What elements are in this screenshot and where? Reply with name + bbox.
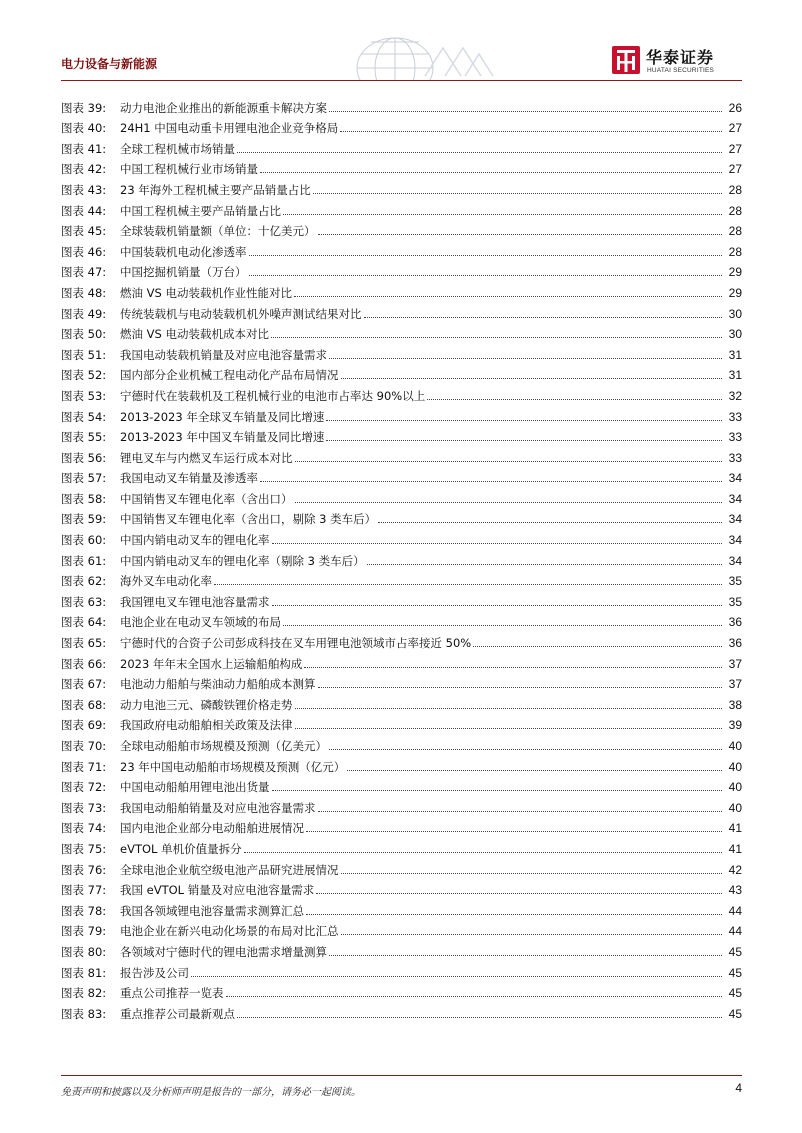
toc-entry-title: 23 年海外工程机械主要产品销量占比 xyxy=(120,182,311,197)
toc-entry-label: 图表 64: xyxy=(61,615,107,630)
toc-entry-page: 40 xyxy=(728,759,742,774)
toc-entry[interactable] xyxy=(61,197,742,218)
toc-entry-title: 我国政府电动船舶相关政策及法律 xyxy=(120,718,293,733)
toc-entry-label: 图表 68: xyxy=(61,697,107,712)
toc-entry-title: 重点推荐公司最新观点 xyxy=(120,1006,235,1021)
toc-entry[interactable] xyxy=(61,568,742,589)
toc-entry-page: 34 xyxy=(728,512,742,527)
toc-dot-leader xyxy=(295,708,723,709)
toc-entry-title: 电池动力船舶与柴油动力船舶成本测算 xyxy=(120,677,316,692)
toc-entry-label: 图表 43: xyxy=(61,182,107,197)
toc-dot-leader xyxy=(341,873,723,874)
toc-dot-leader xyxy=(318,687,723,688)
toc-entry[interactable] xyxy=(61,959,742,980)
toc-entry-title: 我国电动叉车销量及渗透率 xyxy=(120,471,258,486)
toc-entry-title: 中国挖掘机销量（万台） xyxy=(120,265,247,280)
toc-entry-label: 图表 55: xyxy=(61,430,107,445)
toc-dot-leader xyxy=(427,399,722,400)
toc-dot-leader xyxy=(271,337,722,338)
toc-entry-title: 中国销售叉车锂电化率（含出口，剔除 3 类车后） xyxy=(120,512,377,527)
toc-entry[interactable] xyxy=(61,835,742,856)
toc-entry[interactable] xyxy=(61,732,742,753)
toc-entry[interactable] xyxy=(61,238,742,259)
toc-entry-page: 45 xyxy=(728,965,742,980)
toc-entry-page: 45 xyxy=(728,944,742,959)
toc-entry-title: 国内电池企业部分电动船舶进展情况 xyxy=(120,821,304,836)
toc-dot-leader xyxy=(364,317,723,318)
toc-dot-leader xyxy=(226,996,723,997)
toc-entry-title: 燃油 VS 电动装载机成本对比 xyxy=(120,327,269,342)
toc-entry[interactable] xyxy=(61,115,742,136)
toc-entry-page: 31 xyxy=(728,368,742,383)
toc-entry-page: 42 xyxy=(728,862,742,877)
toc-entry[interactable] xyxy=(61,506,742,527)
toc-dot-leader xyxy=(249,255,723,256)
toc-entry-title: 宁德时代的合资子公司彭成科技在叉车用锂电池领域市占率接近 50% xyxy=(120,636,472,651)
toc-dot-leader xyxy=(272,543,723,544)
toc-entry-title: 我国电动装载机销量及对应电池容量需求 xyxy=(120,347,327,362)
toc-entry-label: 图表 60: xyxy=(61,533,107,548)
toc-entry-page: 28 xyxy=(728,182,742,197)
huatai-logo-mark-icon xyxy=(610,44,642,76)
toc-entry[interactable] xyxy=(61,485,742,506)
toc-entry-label: 图表 79: xyxy=(61,924,107,939)
toc-entry-label: 图表 56: xyxy=(61,450,107,465)
toc-entry-title: 我国锂电叉车锂电池容量需求 xyxy=(120,594,270,609)
toc-entry-page: 40 xyxy=(728,800,742,815)
toc-entry-title: 中国装载机电动化渗透率 xyxy=(120,244,247,259)
huatai-logo xyxy=(610,44,750,78)
toc-dot-leader xyxy=(329,955,722,956)
toc-entry-title: 宁德时代在装载机及工程机械行业的电池市占率达 90%以上 xyxy=(120,388,426,403)
toc-entry-label: 图表 57: xyxy=(61,471,107,486)
toc-entry-title: 全球工程机械市场销量 xyxy=(120,141,235,156)
toc-entry-page: 32 xyxy=(728,388,742,403)
toc-entry-page: 37 xyxy=(728,656,742,671)
toc-entry-page: 40 xyxy=(728,780,742,795)
toc-dot-leader xyxy=(295,728,723,729)
toc-entry-page: 34 xyxy=(728,471,742,486)
page-number: 4 xyxy=(735,1081,742,1095)
toc-entry-label: 图表 76: xyxy=(61,862,107,877)
toc-entry-title: 动力电池三元、磷酸铁锂价格走势 xyxy=(120,697,293,712)
toc-entry-label: 图表 67: xyxy=(61,677,107,692)
toc-entry-label: 图表 50: xyxy=(61,327,107,342)
toc-entry-label: 图表 39: xyxy=(61,100,107,115)
toc-entry[interactable] xyxy=(61,753,742,774)
toc-entry[interactable] xyxy=(61,980,742,1001)
toc-dot-leader xyxy=(347,770,722,771)
globe-watermark-icon xyxy=(315,28,495,80)
toc-entry-page: 44 xyxy=(728,924,742,939)
toc-dot-leader xyxy=(341,378,723,379)
toc-entry-page: 31 xyxy=(728,347,742,362)
toc-entry-label: 图表 41: xyxy=(61,141,107,156)
toc-entry[interactable] xyxy=(61,609,742,630)
toc-entry[interactable] xyxy=(61,362,742,383)
toc-dot-leader xyxy=(272,605,723,606)
toc-entry-title: 全球装载机销量额（单位：十亿美元） xyxy=(120,224,316,239)
toc-entry-page: 34 xyxy=(728,553,742,568)
toc-entry[interactable] xyxy=(61,650,742,671)
toc-dot-leader xyxy=(283,214,722,215)
toc-dot-leader xyxy=(260,481,722,482)
toc-entry-page: 27 xyxy=(728,121,742,136)
toc-entry-title: 燃油 VS 电动装载机作业性能对比 xyxy=(120,285,292,300)
toc-entry-page: 29 xyxy=(728,285,742,300)
toc-entry-title: 中国内销电动叉车的锂电化率（剔除 3 类车后） xyxy=(120,553,365,568)
toc-entry-page: 43 xyxy=(728,883,742,898)
toc-entry[interactable] xyxy=(61,671,742,692)
toc-entry-title: 中国电动船舶用锂电池出货量 xyxy=(120,780,270,795)
toc-entry-page: 36 xyxy=(728,615,742,630)
toc-entry-page: 33 xyxy=(728,450,742,465)
toc-dot-leader xyxy=(237,152,722,153)
toc-entry-title: 24H1 中国电动重卡用锂电池企业竞争格局 xyxy=(120,121,339,136)
toc-entry-title: 中国工程机械主要产品销量占比 xyxy=(120,203,281,218)
toc-entry-label: 图表 44: xyxy=(61,203,107,218)
toc-entry[interactable] xyxy=(61,382,742,403)
toc-entry-title: 各领域对宁德时代的锂电池需求增量测算 xyxy=(120,944,327,959)
toc-entry[interactable] xyxy=(61,135,742,156)
toc-entry[interactable] xyxy=(61,815,742,836)
toc-dot-leader xyxy=(316,893,722,894)
toc-entry-label: 图表 74: xyxy=(61,821,107,836)
toc-entry[interactable] xyxy=(61,877,742,898)
toc-entry-title: 我国 eVTOL 销量及对应电池容量需求 xyxy=(120,883,315,898)
toc-entry[interactable] xyxy=(61,629,742,650)
toc-dot-leader xyxy=(378,522,722,523)
toc-dot-leader xyxy=(295,461,723,462)
toc-entry-page: 27 xyxy=(728,141,742,156)
toc-dot-leader xyxy=(367,564,722,565)
toc-entry-label: 图表 53: xyxy=(61,388,107,403)
toc-entry-label: 图表 58: xyxy=(61,491,107,506)
toc-entry[interactable] xyxy=(61,691,742,712)
toc-entry[interactable] xyxy=(61,465,742,486)
logo-text-cn: 华泰证券 xyxy=(646,48,715,67)
toc-entry[interactable] xyxy=(61,403,742,424)
toc-dot-leader xyxy=(260,172,722,173)
toc-dot-leader xyxy=(340,131,722,132)
toc-entry-label: 图表 46: xyxy=(61,244,107,259)
toc-entry-label: 图表 77: xyxy=(61,883,107,898)
toc-dot-leader xyxy=(214,584,722,585)
toc-entry[interactable] xyxy=(61,1000,742,1021)
toc-entry-title: 重点公司推荐一览表 xyxy=(120,986,224,1001)
toc-entry-page: 41 xyxy=(728,841,742,856)
toc-entry-page: 28 xyxy=(728,244,742,259)
toc-entry-page: 38 xyxy=(728,697,742,712)
toc-entry[interactable] xyxy=(61,279,742,300)
toc-entry-page: 44 xyxy=(728,903,742,918)
toc-dot-leader xyxy=(318,811,723,812)
toc-entry[interactable] xyxy=(61,856,742,877)
toc-dot-leader xyxy=(341,934,723,935)
toc-entry[interactable] xyxy=(61,774,742,795)
toc-entry[interactable] xyxy=(61,341,742,362)
toc-entry-page: 29 xyxy=(728,265,742,280)
toc-entry-title: 中国工程机械行业市场销量 xyxy=(120,162,258,177)
footer-disclaimer: 免责声明和披露以及分析师声明是报告的一部分，请务必一起阅读。 xyxy=(61,1087,361,1098)
toc-entry-label: 图表 47: xyxy=(61,265,107,280)
toc-entry-title: 我国电动船舶销量及对应电池容量需求 xyxy=(120,800,316,815)
toc-entry[interactable] xyxy=(61,547,742,568)
toc-entry-label: 图表 72: xyxy=(61,780,107,795)
table-of-figures xyxy=(61,94,742,1021)
toc-dot-leader xyxy=(326,420,722,421)
toc-entry-page: 45 xyxy=(728,986,742,1001)
toc-entry-label: 图表 59: xyxy=(61,512,107,527)
toc-entry-title: 我国各领域锂电池容量需求测算汇总 xyxy=(120,903,304,918)
toc-dot-leader xyxy=(329,111,722,112)
toc-entry-page: 36 xyxy=(728,636,742,651)
toc-entry[interactable] xyxy=(61,156,742,177)
toc-dot-leader xyxy=(306,831,722,832)
toc-entry[interactable] xyxy=(61,444,742,465)
toc-entry-label: 图表 71: xyxy=(61,759,107,774)
toc-entry-title: 23 年中国电动船舶市场规模及预测（亿元） xyxy=(120,759,346,774)
toc-dot-leader xyxy=(294,296,722,297)
toc-entry-page: 28 xyxy=(728,203,742,218)
toc-entry-label: 图表 78: xyxy=(61,903,107,918)
toc-entry[interactable] xyxy=(61,918,742,939)
toc-entry-label: 图表 82: xyxy=(61,986,107,1001)
toc-entry-title: 动力电池企业推出的新能源重卡解决方案 xyxy=(120,100,327,115)
toc-entry-title: 全球电动船舶市场规模及预测（亿美元） xyxy=(120,739,327,753)
toc-entry[interactable] xyxy=(61,321,742,342)
toc-entry-label: 图表 83: xyxy=(61,1006,107,1021)
toc-entry-title: 全球电池企业航空级电池产品研究进展情况 xyxy=(120,862,339,877)
toc-entry-label: 图表 62: xyxy=(61,574,107,589)
toc-dot-leader xyxy=(329,358,722,359)
toc-entry-title: 2013-2023 年中国叉车销量及同比增速 xyxy=(120,430,325,445)
header-divider xyxy=(61,80,742,81)
toc-dot-leader xyxy=(295,502,723,503)
section-name: 电力设备与新能源 xyxy=(61,57,158,71)
toc-entry-label: 图表 61: xyxy=(61,553,107,568)
toc-dot-leader xyxy=(244,852,722,853)
toc-entry-title: 海外叉车电动化率 xyxy=(120,574,212,589)
toc-entry-label: 图表 70: xyxy=(61,739,107,753)
toc-entry-label: 图表 73: xyxy=(61,800,107,815)
toc-entry-title: 电池企业在电动叉车领域的布局 xyxy=(120,615,281,630)
toc-dot-leader xyxy=(329,749,722,750)
toc-dot-leader xyxy=(473,646,722,647)
toc-entry-page: 40 xyxy=(728,739,742,753)
toc-entry-page: 30 xyxy=(728,327,742,342)
toc-dot-leader xyxy=(306,914,722,915)
toc-entry-page: 34 xyxy=(728,491,742,506)
toc-dot-leader xyxy=(237,1017,722,1018)
toc-entry-label: 图表 45: xyxy=(61,224,107,239)
toc-entry-page: 45 xyxy=(728,1006,742,1021)
toc-entry[interactable] xyxy=(61,588,742,609)
toc-entry-title: 国内部分企业机械工程电动化产品布局情况 xyxy=(120,368,339,383)
toc-entry[interactable] xyxy=(61,897,742,918)
toc-dot-leader xyxy=(191,976,722,977)
toc-entry-title: 中国内销电动叉车的锂电化率 xyxy=(120,533,270,548)
logo-text-en: HUATAI SECURITIES xyxy=(647,67,715,74)
toc-entry[interactable] xyxy=(61,424,742,445)
toc-dot-leader xyxy=(318,234,723,235)
toc-dot-leader xyxy=(326,440,722,441)
toc-entry-page: 28 xyxy=(728,224,742,239)
footer-divider xyxy=(61,1075,742,1076)
toc-entry-title: 锂电叉车与内燃叉车运行成本对比 xyxy=(120,450,293,465)
toc-dot-leader xyxy=(313,193,722,194)
toc-entry-label: 图表 66: xyxy=(61,656,107,671)
toc-dot-leader xyxy=(249,275,723,276)
toc-entry-page: 34 xyxy=(728,533,742,548)
toc-entry-title: 2013-2023 年全球叉车销量及同比增速 xyxy=(120,409,325,424)
page-header xyxy=(0,0,802,90)
toc-entry-label: 图表 69: xyxy=(61,718,107,733)
toc-entry-title: 中国销售叉车锂电化率（含出口） xyxy=(120,491,293,506)
toc-entry-label: 图表 80: xyxy=(61,944,107,959)
toc-entry-title: 传统装载机与电动装载机机外噪声测试结果对比 xyxy=(120,306,362,321)
toc-entry[interactable] xyxy=(61,794,742,815)
toc-entry-page: 33 xyxy=(728,409,742,424)
toc-entry[interactable] xyxy=(61,94,742,115)
toc-entry-title: 2023 年年末全国水上运输船舶构成 xyxy=(120,656,303,671)
toc-entry-label: 图表 48: xyxy=(61,285,107,300)
toc-entry-page: 35 xyxy=(728,574,742,589)
toc-entry-label: 图表 51: xyxy=(61,347,107,362)
toc-entry-label: 图表 54: xyxy=(61,409,107,424)
toc-entry-label: 图表 40: xyxy=(61,121,107,136)
toc-entry-label: 图表 49: xyxy=(61,306,107,321)
toc-entry-label: 图表 52: xyxy=(61,368,107,383)
toc-entry-page: 26 xyxy=(728,100,742,115)
toc-entry-title: 电池企业在新兴电动化场景的布局对比汇总 xyxy=(120,924,339,939)
toc-entry[interactable] xyxy=(61,526,742,547)
toc-entry-page: 27 xyxy=(728,162,742,177)
toc-entry[interactable] xyxy=(61,938,742,959)
toc-entry-title: 报告涉及公司 xyxy=(120,965,189,980)
toc-dot-leader xyxy=(272,790,723,791)
toc-entry-title: eVTOL 单机价值量拆分 xyxy=(120,841,242,856)
toc-entry[interactable] xyxy=(61,300,742,321)
toc-entry-page: 37 xyxy=(728,677,742,692)
toc-dot-leader xyxy=(304,667,722,668)
toc-entry-label: 图表 63: xyxy=(61,594,107,609)
toc-entry-page: 33 xyxy=(728,430,742,445)
toc-entry-label: 图表 81: xyxy=(61,965,107,980)
toc-entry-page: 41 xyxy=(728,821,742,836)
toc-entry-page: 35 xyxy=(728,594,742,609)
toc-entry-page: 39 xyxy=(728,718,742,733)
toc-dot-leader xyxy=(283,625,722,626)
toc-entry-label: 图表 75: xyxy=(61,841,107,856)
toc-entry-label: 图表 65: xyxy=(61,636,107,651)
toc-entry[interactable] xyxy=(61,218,742,239)
toc-entry[interactable] xyxy=(61,176,742,197)
toc-entry[interactable] xyxy=(61,712,742,733)
toc-entry-label: 图表 42: xyxy=(61,162,107,177)
toc-entry[interactable] xyxy=(61,259,742,280)
toc-entry-page: 30 xyxy=(728,306,742,321)
